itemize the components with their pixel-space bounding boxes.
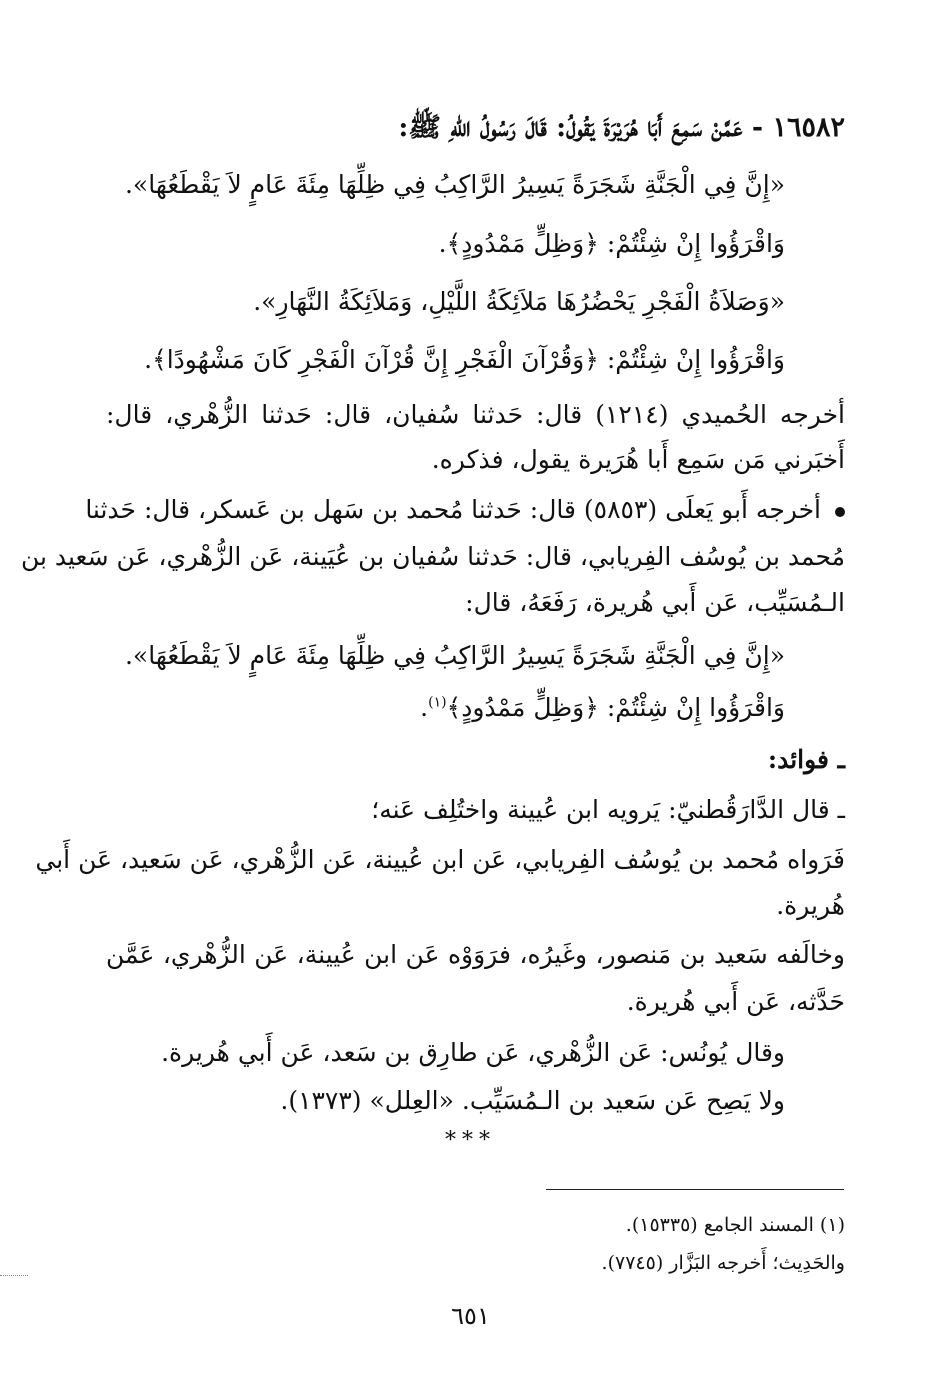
fawaid-riwaya-line-2: هُريرة. [776,891,845,920]
footnote-divider [546,1189,844,1190]
takhrij-abuyala-text-1: أخرجه أَبو يَعلَى (٥٨٥٣) قال: حَدثنا مُحمد بن سَهل بن عَسكر، قال: حَدثنا [85,495,821,524]
fawaid-heading: ـ فوائد: [767,745,845,774]
section-separator: *** [445,1128,496,1153]
fawaid-khalafa-line-1: وخالَفه سَعيد بن مَنصور، وغَيرُه، فرَوَوْه عَن ابن عُيينة، عَن الزُّهْري، عَمَّن [106,940,845,969]
takhrij-abuyala-line-3: الـمُسَيِّب، عَن أَبي هُريرة، رَفَعَهُ، قال: [465,588,845,617]
takhrij-abuyala-recite-end: . [420,693,429,722]
footnote-2: والحَدِيث؛ أَخرجه البَزَّار (٧٧٤٥). [601,1252,845,1274]
fawaid-conclusion: ولا يَصِح عَن سَعيد بن الـمُسَيِّب. «العِلل» (١٣٧٣). [280,1086,785,1115]
takhrij-humaydi-line-2: أَخبَرني مَن سَمِع أَبا هُرَيرة يقول، فذكره. [431,445,845,474]
page-number: ٦٥١ [451,1302,490,1330]
hadith-title-line: ١٦٥٨٢ - عَمَّنْ سَمِعَ أَبَا هُرَيْرَةَ يَقُولُ: قَالَ رَسُولُ اللهِ ﷺ: [398,112,845,143]
fawaid-yunus: وقال يُونُس: عَن الزُّهْري، عَن طارِق بن سَعد، عَن أَبي هُريرة. [161,1038,785,1067]
hadith-recite-1: وَاقْرَؤُوا إِنْ شِئْتُمْ: ﴿وَظِلٍّ مَمْدُودٍ﴾. [438,229,785,258]
hadith-quote-2: «وَصَلاَةُ الْفَجْرِ يَحْضُرُهَا مَلاَئِكَةُ اللَّيْلِ، وَمَلاَئِكَةُ النَّهَارِ». [253,287,785,316]
takhrij-abuyala-line-1 [85,490,845,530]
footnote-1: (١) المسند الجامع (١٥٣٣٥). [625,1214,845,1236]
hadith-quote-1: «إِنَّ فِي الْجَنَّةِ شَجَرَةً يَسِيرُ الرَّاكِبُ فِي ظِلِّهَا مِئَةَ عَامٍ لاَ يَقْطَعُهَا». [124,170,785,199]
hadith-recite-2: وَاقْرَؤُوا إِنْ شِئْتُمْ: ﴿وَقُرْآنَ الْفَجْرِ إِنَّ قُرْآنَ الْفَجْرِ كَانَ مَشْهُودًا﴾. [144,345,785,374]
scan-edge-mark [0,1275,28,1276]
takhrij-abuyala-recite: وَاقْرَؤُوا إِنْ شِئْتُمْ: ﴿وَظِلٍّ مَمْدُودٍ﴾ [446,693,785,722]
takhrij-abuyala-recite-line [420,688,785,728]
fawaid-khalafa-line-2: حَدَّثه، عَن أَبي هُريرة. [626,987,845,1016]
takhrij-humaydi-line-1: أخرجه الحُميدي (١٢١٤) قال: حَدثنا سُفيان، قال: حَدثنا الزُّهْري، قال: [106,400,845,429]
fawaid-riwaya-line-1: فَرَواه مُحمد بن يُوسُف الفِريابي، عَن ابن عُيينة، عَن الزُّهْري، عَن سَعيد، عَن أَبي [35,845,845,874]
bullet-icon [835,507,845,517]
fawaid-daraqutni: ـ قال الدَّارَقُطنيّ: يَرويه ابن عُيينة واختُلِف عَنه؛ [371,795,845,824]
takhrij-abuyala-quote: «إِنَّ فِي الْجَنَّةِ شَجَرَةً يَسِيرُ الرَّاكِبُ فِي ظِلِّهَا مِئَةَ عَامٍ لاَ يَقْطَعُهَا». [124,641,785,670]
takhrij-abuyala-line-2: مُحمد بن يُوسُف الفِريابي، قال: حَدثنا سُفيان بن عُيَينة، عَن الزُّهْري، عَن سَعيد بن [20,542,845,571]
footnote-ref-1[interactable]: (١) [428,694,447,711]
